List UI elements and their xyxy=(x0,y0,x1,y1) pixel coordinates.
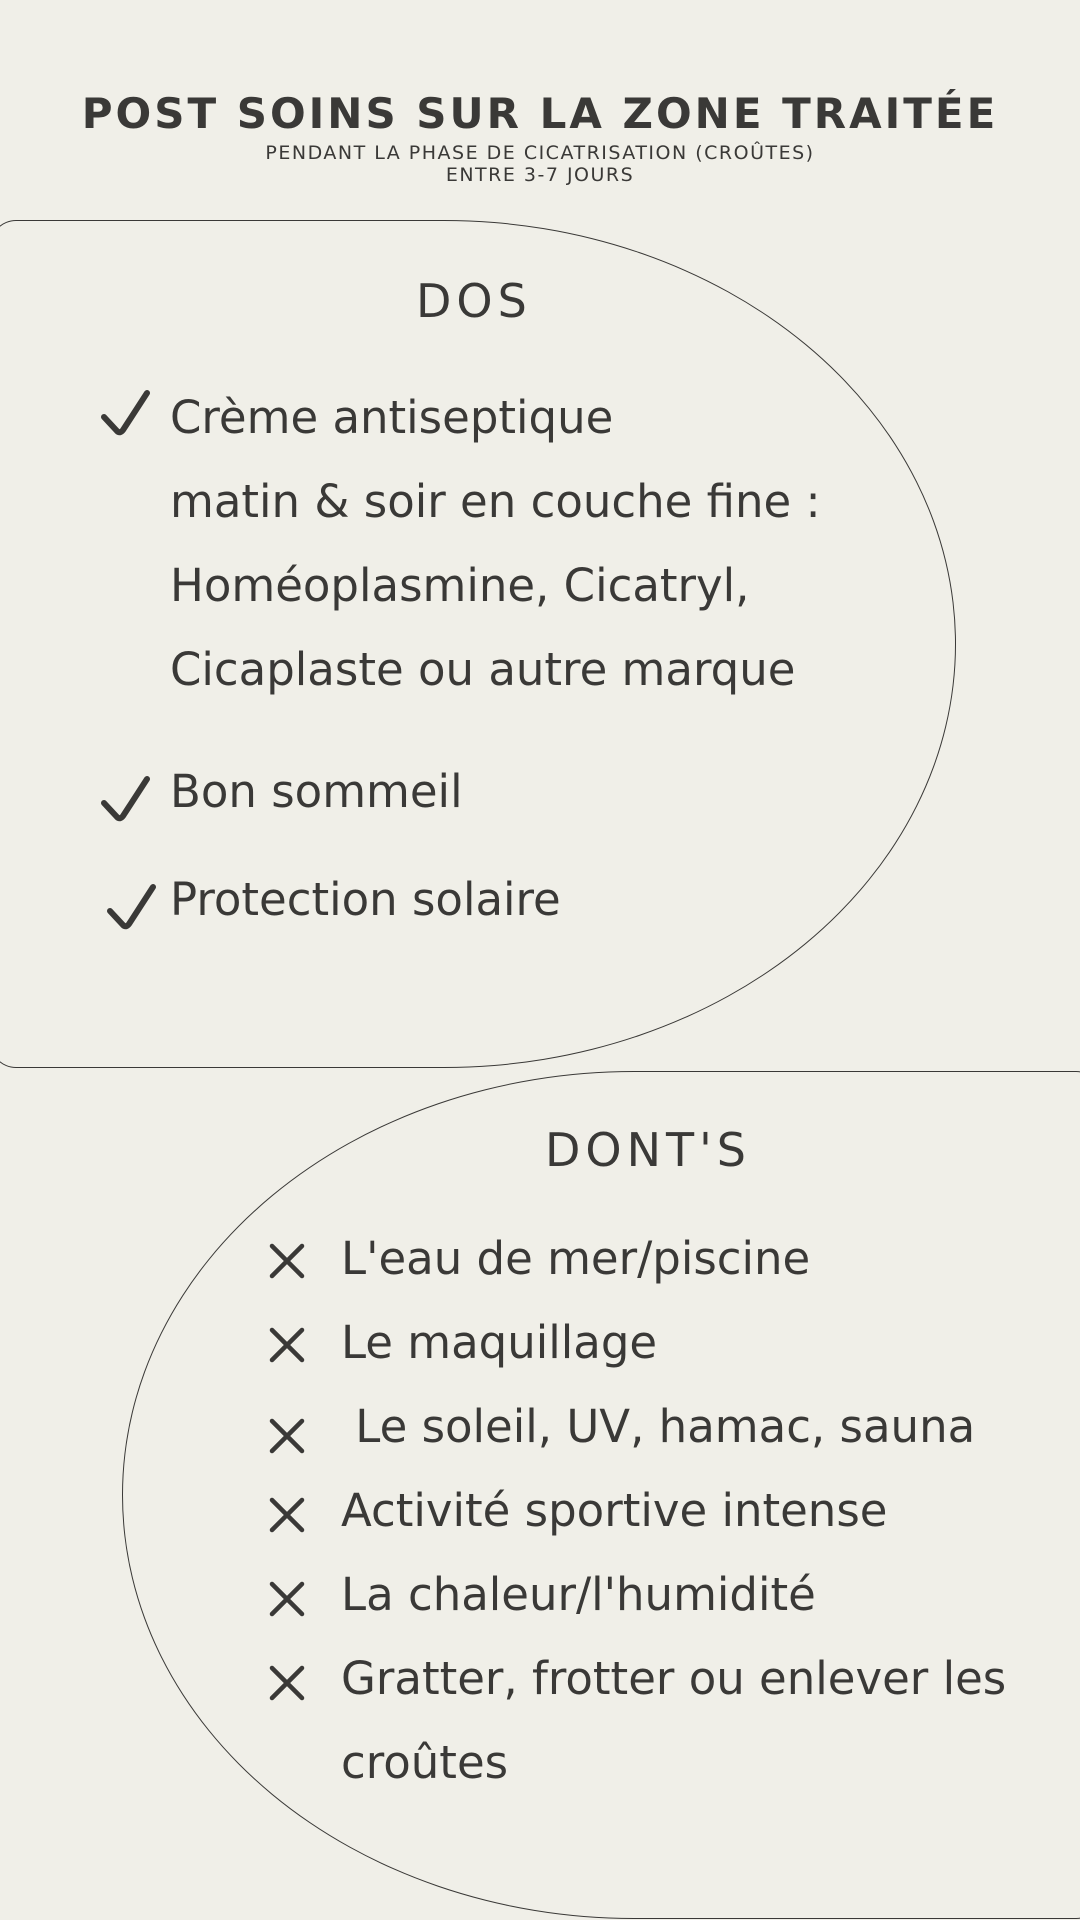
page-subtitle: PENDANT LA PHASE DE CICATRISATION (CROÛTES) xyxy=(265,142,815,164)
cross-icon xyxy=(260,1318,314,1372)
donts-item-sport: Activité sportive intense xyxy=(341,1484,888,1537)
donts-item-sun: Le soleil, UV, hamac, sauna xyxy=(341,1400,976,1453)
cross-icon xyxy=(260,1234,314,1288)
donts-heading: DONT'S xyxy=(545,1123,751,1177)
cross-icon xyxy=(260,1409,314,1463)
donts-item-heat: La chaleur/l'humidité xyxy=(341,1568,816,1621)
donts-item-makeup: Le maquillage xyxy=(341,1316,658,1369)
dos-item-sun-protection: Protection solaire xyxy=(170,873,561,926)
dos-item-cream-line4: Cicaplaste ou autre marque xyxy=(170,643,796,696)
cross-icon xyxy=(260,1488,314,1542)
donts-item-scratch-line1: Gratter, frotter ou enlever les xyxy=(341,1652,1007,1705)
donts-item-scratch-line2: croûtes xyxy=(341,1736,509,1789)
check-icon xyxy=(106,881,160,935)
dos-heading: DOS xyxy=(416,274,532,328)
page-title: POST SOINS SUR LA ZONE TRAITÉE xyxy=(81,89,999,138)
donts-item-sea-water: L'eau de mer/piscine xyxy=(341,1232,811,1285)
dos-item-cream-line1: Crème antiseptique xyxy=(170,391,614,444)
dos-item-cream-line2: matin & soir en couche fine : xyxy=(170,475,821,528)
dos-item-cream-line3: Homéoplasmine, Cicatryl, xyxy=(170,559,750,612)
page-subtitle-duration: ENTRE 3-7 JOURS xyxy=(445,164,635,186)
cross-icon xyxy=(260,1572,314,1626)
check-icon xyxy=(100,773,154,827)
dos-item-sleep: Bon sommeil xyxy=(170,765,463,818)
check-icon xyxy=(100,387,154,441)
cross-icon xyxy=(260,1656,314,1710)
